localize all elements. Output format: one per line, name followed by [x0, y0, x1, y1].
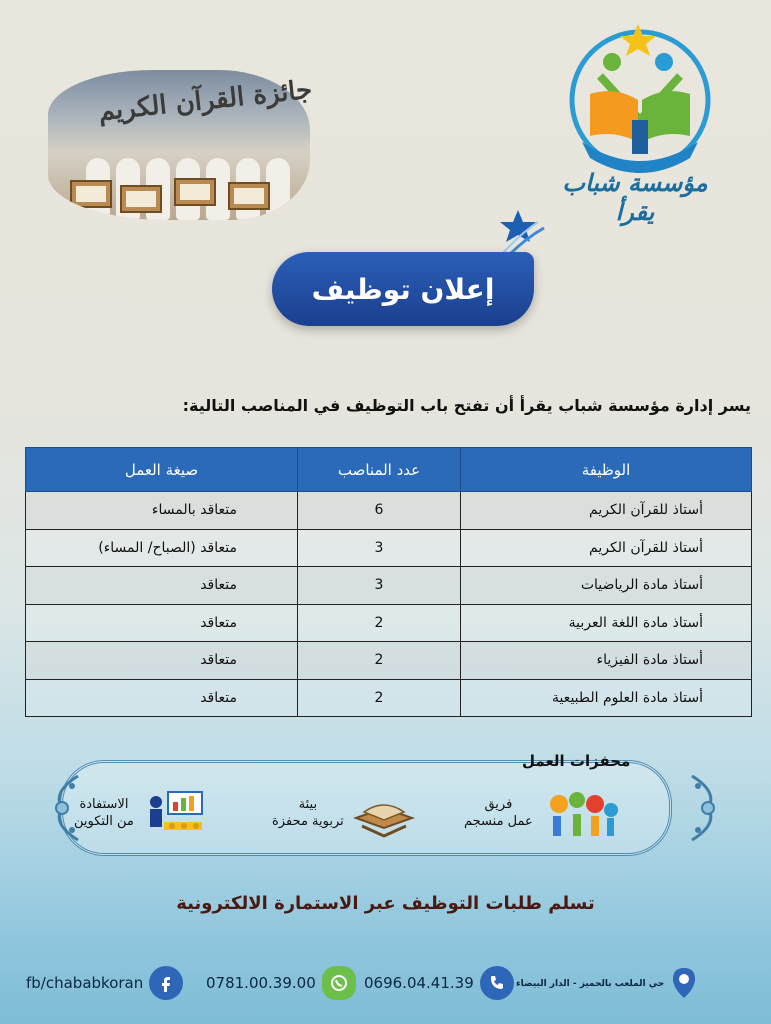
table-row: [26, 567, 752, 605]
address-text: حي الملعب بالحميز - الدار البيضاء: [516, 979, 665, 989]
table-header-row: [26, 448, 752, 492]
cell-count: 2: [298, 642, 461, 680]
photo-certificate: [228, 182, 270, 210]
header-job: الوظيفة: [461, 448, 752, 492]
photo-certificate: [120, 185, 162, 213]
cell-form: متعاقد: [26, 604, 298, 642]
table-row: [26, 604, 752, 642]
whatsapp-icon[interactable]: [322, 966, 356, 1000]
environment-label-line1: بيئة: [298, 797, 318, 813]
table-row: [26, 679, 752, 717]
photo-certificate: [174, 178, 216, 206]
cell-job: أستاذ مادة اللغة العربية: [461, 604, 752, 642]
cell-count: 3: [298, 529, 461, 567]
table-row: [26, 642, 752, 680]
award-photo: [38, 40, 320, 218]
training-label-line2: من التكوين: [74, 814, 134, 829]
training-label-line1: الاستفادة: [79, 797, 129, 813]
phone-number[interactable]: 0696.04.41.39: [364, 974, 474, 992]
header-count: عدد المناصب: [298, 448, 461, 492]
footer-address: [516, 966, 698, 1002]
team-label-line2: عمل منسجم: [464, 814, 533, 829]
team-gears-icon: [541, 790, 621, 838]
photo-title: جائزة القرآن الكريم: [97, 74, 314, 128]
footer-phone[interactable]: [364, 966, 514, 1000]
environment-label-line2: تربوية محفزة: [272, 814, 344, 829]
quran-stand-icon: [352, 790, 416, 838]
training-icon: [142, 790, 206, 838]
cell-form: متعاقد بالمساء: [26, 492, 298, 530]
ornament-right-icon: [686, 772, 722, 844]
cell-form: متعاقد: [26, 642, 298, 680]
incentive-training: [74, 790, 206, 838]
cell-job: أستاذ مادة الرياضيات: [461, 567, 752, 605]
cell-form: متعاقد: [26, 679, 298, 717]
cell-form: متعاقد: [26, 567, 298, 605]
facebook-handle[interactable]: fb/chababkoran: [26, 974, 144, 992]
team-label-line1: فريق: [484, 797, 513, 813]
cell-count: 3: [298, 567, 461, 605]
footer-whatsapp[interactable]: [206, 966, 356, 1000]
footer-facebook[interactable]: [26, 966, 183, 1000]
whatsapp-number[interactable]: 0781.00.39.00: [206, 974, 316, 992]
phone-icon[interactable]: [480, 966, 514, 1000]
header-form: صيغة العمل: [26, 448, 298, 492]
intro-text: يسر إدارة مؤسسة شباب يقرأ أن تفتح باب التوظيف في المناصب التالية:: [182, 396, 751, 415]
table-row: [26, 492, 752, 530]
jobs-table: [25, 447, 752, 717]
cell-count: 2: [298, 679, 461, 717]
cell-count: 2: [298, 604, 461, 642]
cell-job: أستاذ للقرآن الكريم: [461, 529, 752, 567]
incentives-heading: محفزات العمل: [522, 752, 631, 770]
cell-form: متعاقد (الصباح/ المساء): [26, 529, 298, 567]
eform-notice: تسلم طلبات التوظيف عبر الاستمارة الالكترونية: [176, 893, 595, 914]
incentive-team: [464, 790, 621, 838]
table-row: [26, 529, 752, 567]
banner-title: إعلان توظيف: [311, 272, 495, 306]
photo-certificate: [70, 180, 112, 208]
logo-text: مؤسسة شباب يقرأ: [562, 168, 708, 226]
recruitment-banner: [272, 252, 534, 326]
location-pin-icon: [670, 966, 698, 1002]
star-icon: [498, 208, 548, 258]
cell-count: 6: [298, 492, 461, 530]
incentive-environment: [272, 790, 416, 838]
cell-job: أستاذ مادة الفيزياء: [461, 642, 752, 680]
cell-job: أستاذ مادة العلوم الطبيعية: [461, 679, 752, 717]
cell-job: أستاذ للقرآن الكريم: [461, 492, 752, 530]
facebook-icon[interactable]: [149, 966, 183, 1000]
